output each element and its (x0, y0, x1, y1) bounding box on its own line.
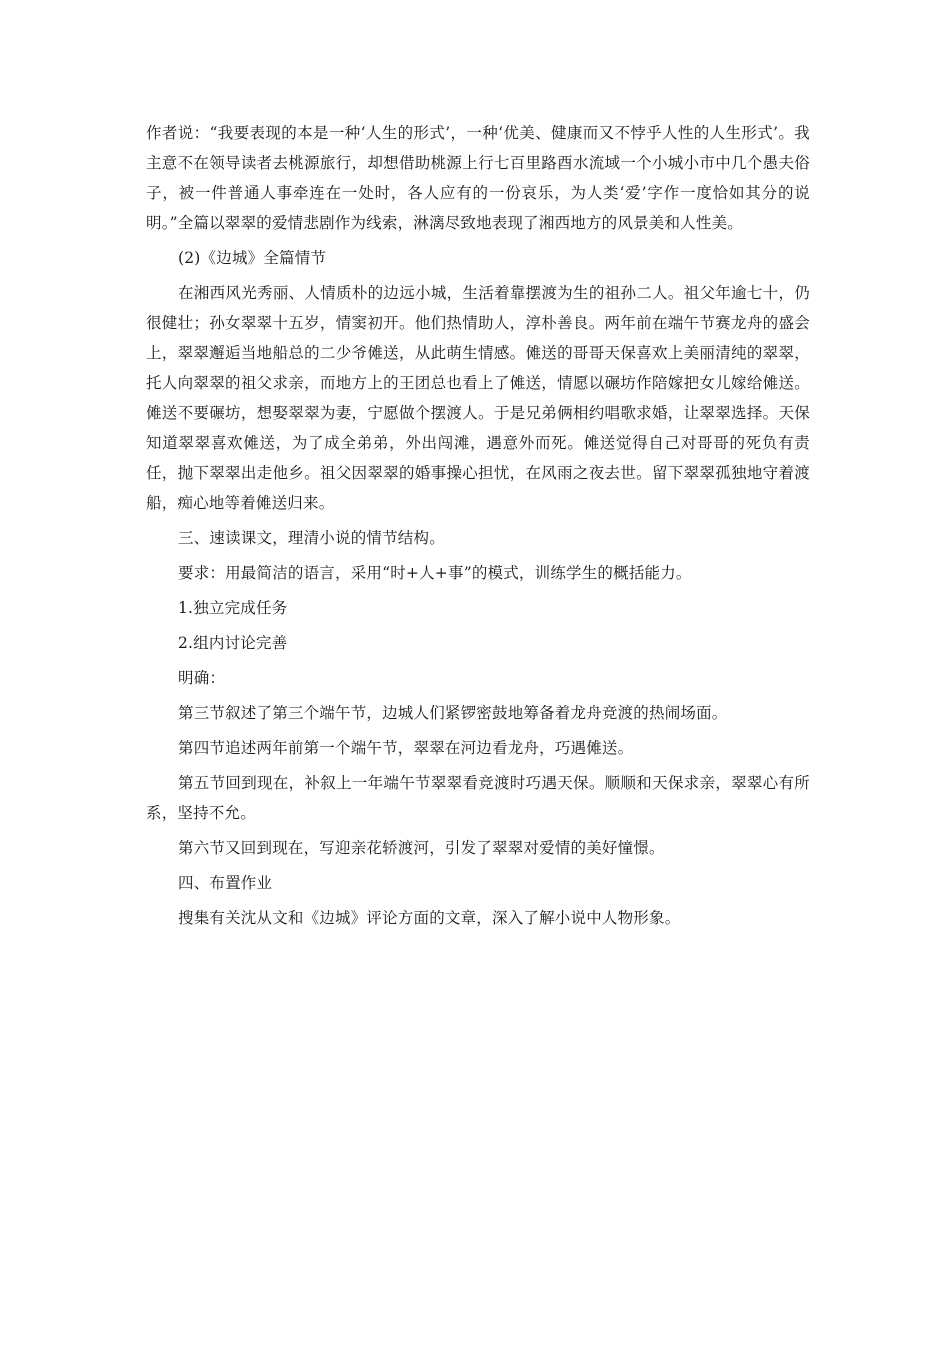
paragraph-plot-summary: 在湘西风光秀丽、人情质朴的边远小城，生活着靠摆渡为生的祖孙二人。祖父年逾七十，仍很健壮；孙女翠翠十五岁，情窦初开。他们热情助人，淳朴善良。两年前在端午节赛龙舟的盛会上，翠翠邂逅当地船总的二少爷傩送，从此萌生情感。傩送的哥哥天保喜欢上美丽清纯的翠翠，托人向翠翠的祖父求亲，而地方上的王团总也看上了傩送，情愿以碾坊作陪嫁把女儿嫁给傩送。傩送不要碾坊，想娶翠翠为妻，宁愿做个摆渡人。于是兄弟俩相约唱歌求婚，让翠翠选择。天保知道翠翠喜欢傩送，为了成全弟弟，外出闯滩，遇意外而死。傩送觉得自己对哥哥的死负有责任，抛下翠翠出走他乡。祖父因翠翠的婚事操心担忧，在风雨之夜去世。留下翠翠孤独地守着渡船，痴心地等着傩送归来。 (146, 284, 810, 512)
paragraph-author-quote: 作者说：“我要表现的本是一种‘人生的形式’，一种‘优美、健康而又不悖乎人性的人生形式’。我主意不在领导读者去桃源旅行，却想借助桃源上行七百里路酉水流域一个小城小市中几个愚夫俗子，被一件普通人事牵连在一处时，各人应有的一份哀乐，为人类‘爱’字作一度恰如其分的说明。”全篇以翠翠的爱情悲剧作为线索，淋漓尽致地表现了湘西地方的风景美和人性美。 (146, 124, 810, 232)
list-item-task-two: 2.组内讨论完善 (178, 634, 288, 652)
heading-plot-overview: (2)《边城》全篇情节 (178, 249, 327, 267)
paragraph-section-4: 第四节追述两年前第一个端午节，翠翠在河边看龙舟，巧遇傩送。 (178, 739, 634, 757)
paragraph-requirement: 要求：用最简洁的语言，采用“时+人+事”的模式，训练学生的概括能力。 (178, 564, 692, 582)
heading-section-three: 三、速读课文，理清小说的情节结构。 (178, 529, 445, 547)
paragraph-section-5: 第五节回到现在，补叙上一年端午节翠翠看竞渡时巧遇天保。顺顺和天保求亲，翠翠心有所系，坚持不允。 (146, 774, 810, 822)
paragraph-section-6: 第六节又回到现在，写迎亲花轿渡河，引发了翠翠对爱情的美好憧憬。 (178, 839, 665, 857)
paragraph-section-3: 第三节叙述了第三个端午节，边城人们紧锣密鼓地筹备着龙舟竞渡的热闹场面。 (178, 704, 728, 722)
list-item-task-one: 1.独立完成任务 (178, 599, 288, 617)
label-clarify: 明确： (178, 669, 226, 687)
paragraph-homework: 搜集有关沈从文和《边城》评论方面的文章，深入了解小说中人物形象。 (178, 909, 681, 927)
heading-section-four: 四、布置作业 (178, 874, 273, 892)
document-body (146, 118, 810, 938)
